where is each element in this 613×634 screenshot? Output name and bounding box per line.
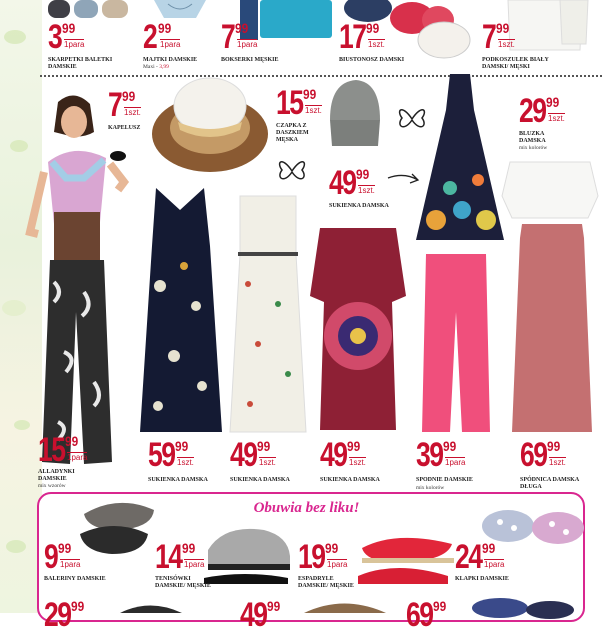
butterfly-icon [276,156,308,186]
shoes-section-title: Obuwia bez liku! [253,500,360,516]
price-spodnica: 69 99 1szt. [520,436,566,474]
price-cutoff-2: 49 99 [240,596,281,634]
label-podkoszulek: PODKOSZULEK BIAŁY DAMSKI/ MĘSKI [482,57,549,70]
shoe-cutoff-image [300,594,390,613]
sub-spodnie: mix kolorów [416,485,445,491]
blouse-image [502,156,598,222]
label-bokserki: BOKSERKI MĘSKIE [221,57,279,63]
label-bluzka: BLUZKA DAMSKA [519,131,546,144]
label-espadryle: ESPADRYLE DAMSKIE/ MĘSKIE [298,576,354,589]
label-tenisowki: TENISÓWKI DAMSKIE/ MĘSKIE [155,576,211,589]
price-spodnie: 39 99 1para [416,436,466,474]
socks-image [44,0,134,20]
label-alladynki: ALLADYNKI DAMSKIE [38,469,75,482]
sub-bluzka: mix kolorów [519,145,548,151]
label-kapelusz: KAPELUSZ [108,125,141,131]
maxi-skirt-image [512,222,592,434]
label-spodnie: SPODNIE DAMSKIE [416,477,473,483]
price-cutoff-1: 29 99 [44,596,85,634]
boxers-image [240,0,335,42]
label-sukienka1: SUKIENKA DAMSKA [148,477,208,483]
section-divider [40,75,602,77]
briefs-image [150,0,210,22]
price-czapka: 15 99 1szt. [276,84,322,122]
price-podkoszulek: 7 99 1szt. [482,18,515,56]
shoe-cutoff-image [116,598,186,613]
price-baleriny: 9 99 1para [44,538,81,576]
sneakers-image [204,520,294,586]
price-sukienka-top: 49 99 1szt. [329,164,375,202]
price-skarpetki: 3 99 1para [48,18,85,56]
price-biustonosz: 17 99 1szt. [339,18,385,56]
price-sukienka3: 49 99 1szt. [320,436,366,474]
label-majtki: MAJTKI DAMSKIE [143,57,198,63]
price-sukienka1: 59 99 1szt. [148,436,194,474]
label-spodnica: SPÓDNICA DAMSKA DŁUGA [520,477,579,490]
price-bokserki: 7 99 1para [221,18,258,56]
label-sukienka2: SUKIENKA DAMSKA [230,477,290,483]
dress-navy-floral-image [138,186,224,436]
label-biustonosz: BIUSTONOSZ DAMSKI [339,57,405,63]
sub-majtki: Maxi - 3,99 [143,64,169,70]
dress-mandala-image [310,226,406,432]
price-klapki: 24 99 1para [455,538,505,576]
price-sukienka2: 49 99 1szt. [230,436,276,474]
label-baleriny: BALERINY DAMSKIE [44,576,106,582]
price-cutoff-3: 69 99 [406,596,447,634]
woman-model-image [14,92,144,478]
label-czapka: CZAPKA Z DASZKIEM MĘSKA [276,123,309,143]
floral-dress-image [414,70,506,246]
sun-hat-image [148,72,272,182]
price-espadryle: 19 99 1para [298,538,348,576]
price-alladynki: 15 99 1para [38,431,88,469]
label-klapki: KLAPKI DAMSKIE [455,576,509,582]
price-majtki: 2 99 1para [143,18,181,56]
price-bluzka: 29 99 1szt. [519,92,565,130]
shoe-cutoff-image [470,592,576,613]
price-tenisowki: 14 99 1para [155,538,205,576]
cap-image [326,76,384,150]
ballerina-shoes-image [78,494,160,558]
sub-alladynki: mix wzorów [38,483,66,489]
label-sukienka3: SUKIENKA DAMSKA [320,477,380,483]
label-sukienka-top: SUKIENKA DAMSKA [329,203,389,209]
price-kapelusz: 7 99 1szt. [108,86,141,124]
espadrilles-image [356,524,462,588]
pink-pants-image [420,252,492,434]
dress-white-print-image [228,194,308,436]
label-skarpetki: SKARPETKI BALETKI DAMSKIE [48,57,113,70]
